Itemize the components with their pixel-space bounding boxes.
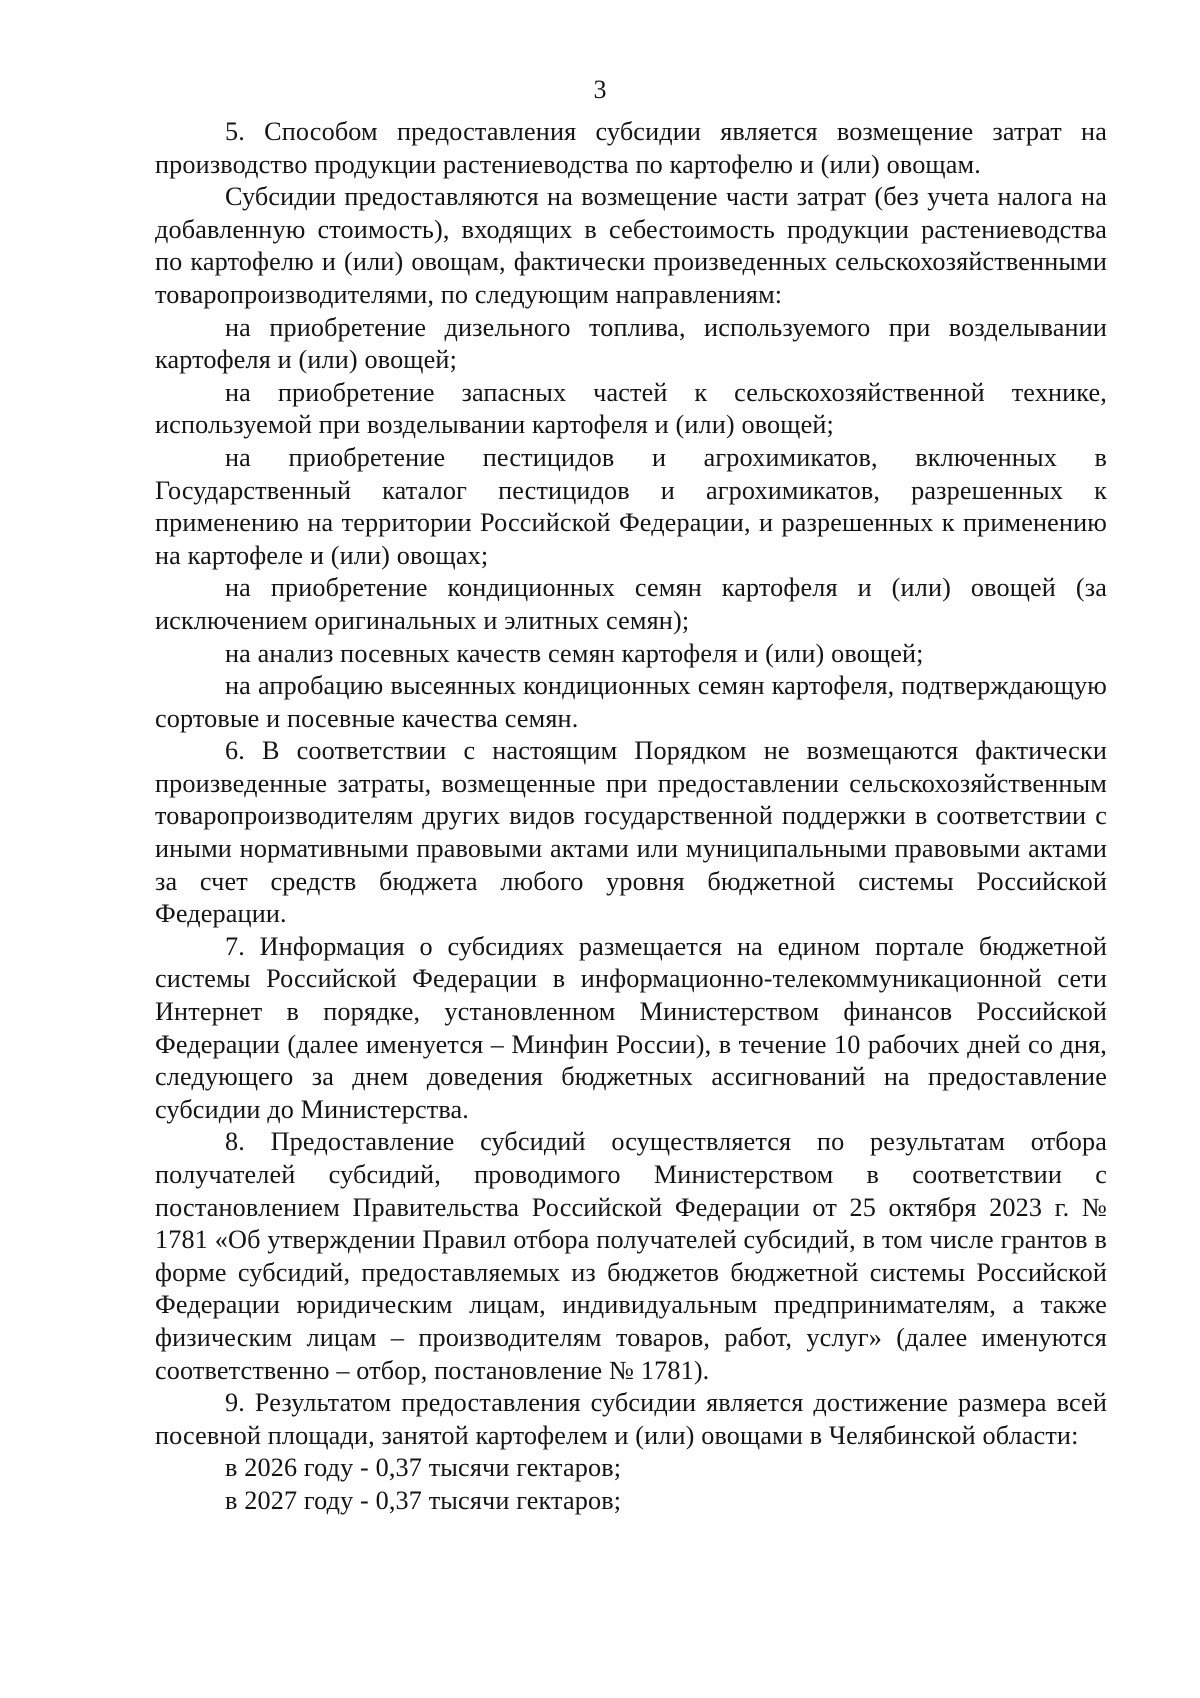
result-year-2026: в 2026 году - 0,37 тысячи гектаров; (225, 1453, 622, 1483)
page-number: 3 (593, 75, 607, 104)
result-year-2027: в 2027 году - 0,37 тысячи гектаров; (225, 1485, 622, 1515)
list-item-spare-parts: на приобретение запасных частей к сельскохозяйственной технике, используемой при возделывании картофеля и (или) овощей; (155, 377, 1107, 440)
paragraph-item-5: 5. Способом предоставления субсидии является возмещение затрат на производство продукции растениеводства по картофелю и (или) овощам. (155, 117, 1107, 179)
document-body (155, 116, 1107, 1518)
paragraph-item-8: 8. Предоставление субсидий осуществляется по результатам отбора получателей субсидий, проводимого Министерством в соответствии с постановлением Правительства Российской Федерации от 25 октября 2023 г. № 1781 «Об утверждении Правил отбора получателей субсидий, в том числе грантов в форме субсидий, предоставляемых из бюджетов бюджетной системы Российской Федерации юридическим лицам, индивидуальным предпринимателям, а также физическим лицам – производителям товаров, работ, услуг» (далее именуются соответственно – отбор, постановление № 1781). (155, 1127, 1107, 1385)
list-item-seed-analysis: на анализ посевных качеств семян картофеля и (или) овощей; (225, 638, 924, 668)
list-item-diesel-fuel: на приобретение дизельного топлива, используемого при возделывании картофеля и (или) овощей; (155, 312, 1107, 375)
paragraph-item-9: 9. Результатом предоставления субсидии является достижение размера всей посевной площади, занятой картофелем и (или) овощами в Челябинской области: (155, 1388, 1107, 1450)
list-item-conditioned-seeds: на приобретение кондиционных семян картофеля и (или) овощей (за исключением оригинальных и элитных семян); (155, 573, 1107, 635)
list-item-pesticides: на приобретение пестицидов и агрохимикатов, включенных в Государственный каталог пестицидов и агрохимикатов, разрешенных к применению на территории Российской Федерации, и разрешенных к применению на картофеле и (или) овощах; (155, 442, 1107, 570)
paragraph-item-6: 6. В соответствии с настоящим Порядком не возмещаются фактически произведенные затраты, возмещенные при предоставлении сельскохозяйственным товаропроизводителям других видов государственной поддержки в соответствии с иными нормативными правовыми актами или муниципальными правовыми актами за счет средств бюджета любого уровня бюджетной системы Российской Федерации. (155, 736, 1107, 929)
paragraph-item-7: 7. Информация о субсидиях размещается на едином портале бюджетной системы Российской Федерации в информационно-телекоммуникационной сети Интернет в порядке, установленном Министерством финансов Российской Федерации (далее именуется – Минфин России), в течение 10 рабочих дней со дня, следующего за днем доведения бюджетных ассигнований на предоставление субсидии до Министерства. (155, 931, 1107, 1124)
paragraph-subsidy-directions: Субсидии предоставляются на возмещение части затрат (без учета налога на добавленную стоимость), входящих в себестоимость продукции растениеводства по картофелю и (или) овощам, фактически произведенных сельскохозяйственными товаропроизводителями, по следующим направлениям: (155, 182, 1107, 309)
list-item-seed-approbation: на апробацию высеянных кондиционных семян картофеля, подтверждающую сортовые и посевные качества семян. (155, 671, 1107, 733)
